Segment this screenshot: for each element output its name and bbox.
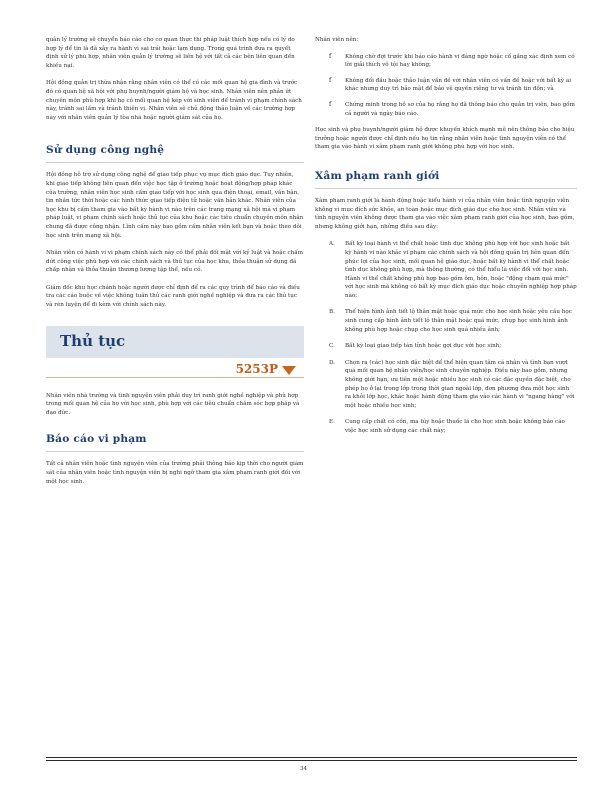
page-number: 34	[300, 766, 308, 772]
item-text: Thể hiện hình ảnh tiết lộ thân mật hoặc quá mức cho học sinh hoặc yêu cầu học sinh cung cấp hình ảnh tiết lộ thân mật hoặc quá mức, chụp học sinh hình ảnh không phù hợp hoặc chụp cho học sinh quá nhiều ảnh;	[345, 309, 572, 333]
list-item	[315, 308, 577, 334]
right-column	[315, 0, 577, 444]
intro-paragraph: Hội đồng quản trị thừa nhận rằng nhân viên có thể có các mối quan hệ gia đình và trước đó có quan hệ xã hội với phụ huynh/người giám hộ và học sinh. Nhân viên nên phản ứt chuyên môn phù hợp khi họ có mối quan hệ kép với sinh viên để tránh vi phạm chính sách này, tránh sai lầm và tránh thiên vị. Nhân viên sẽ chủ động thảo luận về các trường hợp này với nhân viên quản lý tòa nhà hoặc người giám sát của họ.	[46, 80, 302, 121]
tech-heading-block	[46, 144, 304, 163]
report-paragraph: Tất cả nhân viên hoặc tình nguyện viên của trường phải thông báo kịp thời cho người giám sát của nhân viên hoặc tình nguyện viên bị nghi ngờ tham gia xâm phạm ranh giới đối với một học sinh.	[46, 461, 304, 485]
report-heading-block	[46, 433, 304, 452]
divider	[46, 377, 304, 378]
bullet-mark: f	[329, 52, 332, 60]
item-mark: C.	[329, 343, 335, 350]
procedure-title-box	[46, 326, 304, 358]
list-item	[315, 359, 577, 411]
list-item	[315, 77, 577, 94]
section-heading-report: Báo cáo vi phạm	[46, 433, 147, 446]
item-text: Bất kỳ loại hành vi thể chất hoặc tình dục không phù hợp với học sinh hoặc bất kỳ hành vi nào khác vi phạm các chính sách và hội đồng quản trị liên quan đến phúc lợi của học sinh, mối quan hệ giáo dục, hoặc bất kỳ hành vi thể chất hoặc tình dục không phù hợp, mà thông thường, có thể hiểu là việc đối với học sinh. Hành vi thể chất không phù hợp bao gồm ôm, hôn, hoặc "động chạm quá mức" với học sinh mà không có bất kỳ mục đích giáo dục hoặc chuyên nghiệp hợp pháp nào;	[345, 241, 577, 299]
item-mark: E.	[329, 419, 335, 426]
bullet-text: Không chờ đợi trước khi báo cáo hành vi đáng ngờ hoặc cố gắng xác định xem có lời giải thích vô tội hay không;	[345, 53, 575, 69]
item-mark: B.	[329, 309, 335, 316]
violation-paragraph: Xâm phạm ranh giới là hành động hoặc kiểu hành vi của nhân viên hoặc tình nguyện viên không vì mục đích sức khỏe, an toàn hoặc mục đích giáo dục cho học sinh. Nhân viên và tình nguyện viên không được tham gia vào việc xâm phạm ranh giới của học sinh, bao gồm, nhưng không giới hạn, những điều sau đây:	[315, 197, 575, 230]
procedure-paragraph: Nhân viên nhà trường và tình nguyện viên phải duy trì ranh giới nghề nghiệp và phù hợp trong mối quan hệ của họ với học sinh, phù hợp với các tiêu chuẩn chăm sóc hợp pháp và đạo đức.	[46, 392, 300, 416]
section-heading-violation: Xâm phạm ranh giới	[315, 169, 440, 182]
staff-bullet-list	[315, 53, 577, 119]
tech-paragraph: Hội đồng hỗ trợ sử dụng công nghệ để giao tiếp phục vụ mục đích giáo dục. Tuy nhiên, khi giao tiếp không liên quan đến việc học tập ở trường hoặc hoạt động/hợp pháp khác của trường, nhân viên học sinh cấm giao tiếp với học sinh qua điện thoại, email, văn bản, tin nhắn tức thời hoặc các hình thức giao tiếp điện tử hoặc văn bản khác. Nhân viên của học khu bị cấm tham gia vào bất kỳ hành vi nào trên các trang mạng xã hội mà vi phạm pháp luật, vi phạm chính sách hoặc thủ tục của khu hoặc các tiêu chuẩn chuyên môn nhân chung đã được công nhận. Lĩnh cấm này bao gồm cấm nhân viên kết bạn và hoặc theo dõi học sinh trên mạng xã hội.	[46, 172, 304, 239]
tech-paragraph: Nhân viên có hành vi vi phạm chính sách này có thể phải đối mặt với kỷ luật và hoặc chấm dứt công việc phù hợp với các chính sách và thủ tục của học khu, thỏa thuận sử dụng đã chấp nhận và thỏa thuận thương lượng tập thể, nếu có.	[46, 250, 304, 274]
bullet-text: Chứng minh trong hồ sơ của họ rằng họ đã thông báo cho quản trị viên, bao gồm cả người và ngày báo cáo.	[345, 101, 575, 117]
list-item	[315, 240, 577, 300]
tech-paragraph: Giám đốc khu học chánh hoặc người được chỉ định để ra các quy trình để báo cáo và điều tra các cáo buộc về việc không tuân thủ các ranh giới nghề nghiệp và đưa ra các thủ tục và rèn luyện để đi kèm với chính sách này.	[46, 284, 300, 309]
violation-heading-block	[315, 170, 577, 189]
encourage-paragraph: Học sinh và phụ huynh/người giám hộ được khuyến khích mạnh mẽ nên thông báo cho hiệu trưởng hoặc người được chỉ định nếu họ tin rằng nhân viên hoặc tình nguyện viên có thể tham gia vào hành vi xâm phạm ranh giới không phù hợp với học sinh.	[315, 127, 575, 151]
triangle-down-icon	[282, 366, 296, 375]
footer-rule	[46, 757, 577, 758]
list-item	[315, 53, 577, 70]
bullet-mark: f	[329, 76, 332, 84]
item-text: Cung cấp chất có cồn, ma túy hoặc thuốc lá cho học sinh hoặc không báo cáo việc học sinh sử dụng các chất này;	[345, 419, 565, 434]
procedure-code: 5253P	[235, 361, 278, 376]
item-mark: D.	[329, 359, 336, 366]
list-item	[315, 342, 577, 351]
staff-lead: Nhân viên nên:	[315, 37, 359, 43]
item-text: Bất kỳ loại giao tiếp tán tỉnh hoặc gợi dục với học sinh;	[345, 343, 502, 350]
bullet-mark: f	[329, 100, 332, 108]
procedure-title: Thủ tục	[60, 331, 126, 350]
violation-list	[315, 240, 577, 435]
left-column	[46, 0, 304, 495]
procedure-code-row	[46, 358, 304, 378]
bullet-text: Không đối đầu hoặc thảo luận vấn đề với nhân viên có vấn đề hoặc với bất kỳ ai khác nhưng duy trì bảo mật để bảo vệ quyền riêng tư và tránh tin đồn; và	[345, 77, 571, 93]
item-text: Chọn ra (các) học sinh đặc biệt để thể hiện quan tâm cá nhân và tình bạn vượt quá mối quan hệ nhân viên/học sinh chuyên nghiệp. Điều này bao gồm, nhưng không giới hạn, ưu tiên một hoặc nhiều học sinh có các đặc quyền đặc biệt, cho phép họ ở lại trong lớp trong thời gian ngoài lớp, đơn phương đưa một học sinh ra khỏi lớp học, khác hoặc hành động tham gia vào các hành vi "ngang hàng" với một hoặc nhiều học sinh;	[345, 359, 575, 409]
intro-paragraph: quản lý trường sẽ chuyển báo cáo cho cơ quan thực thi pháp luật thích hợp nếu có lý do hợp lý để tin là đã xảy ra hành vi sai trái hoặc lạm dụng. Trong quá trình đưa ra quyết định xử lý phù hợp, nhân viên quản lý trường sẽ liên hệ với tất cả các bên liên quan đến khiếu nại.	[46, 37, 295, 69]
list-item	[315, 101, 577, 118]
section-heading-technology: Sử dụng công nghệ	[46, 144, 165, 157]
item-mark: A.	[329, 241, 335, 248]
list-item	[315, 418, 577, 435]
footer-rule	[46, 760, 577, 761]
